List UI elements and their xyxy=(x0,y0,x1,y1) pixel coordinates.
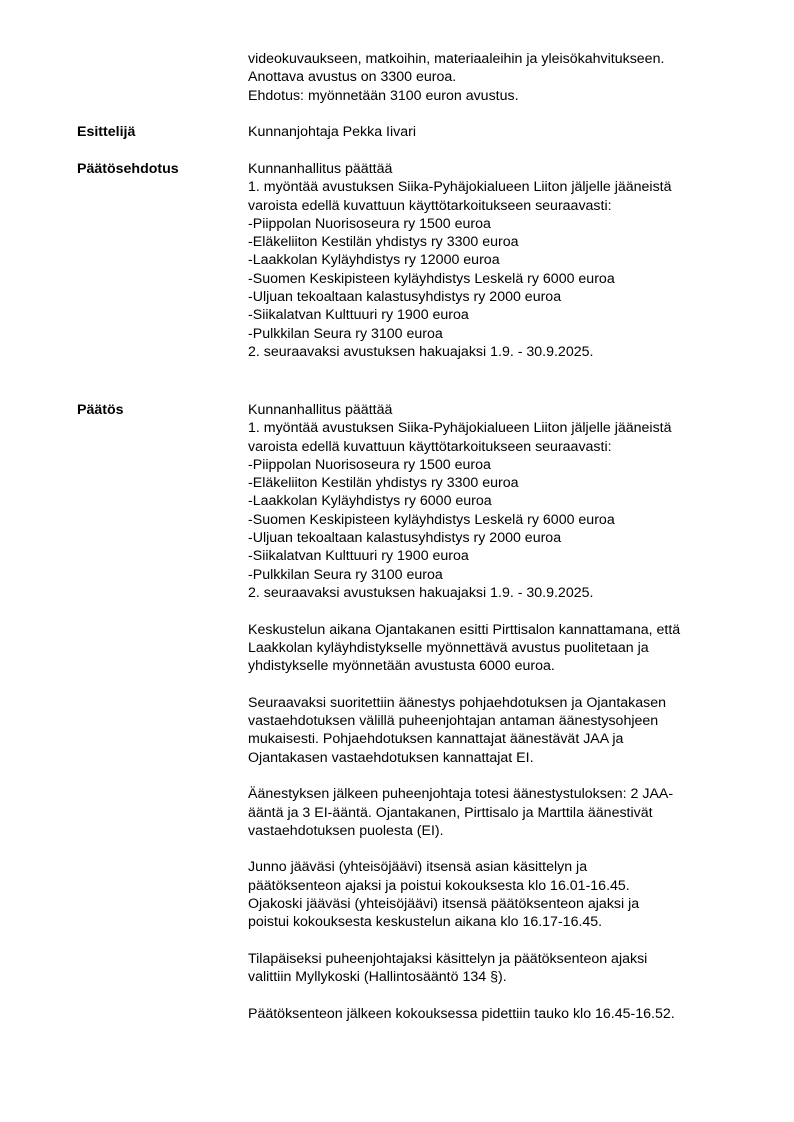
paatos-line: -Laakkolan Kyläyhdistys ry 6000 euroa xyxy=(248,493,492,510)
paatos-line: päätöksenteon ajaksi ja poistui kokouksesta klo 16.01-16.45. xyxy=(248,877,630,894)
paatos-line: 2. seuraavaksi avustuksen hakuajaksi 1.9. - 30.9.2025. xyxy=(248,584,594,601)
paatos-section xyxy=(77,401,757,1041)
paatos-line: Tilapäiseksi puheenjohtajaksi käsittelyn ja päätöksenteon ajaksi xyxy=(248,950,648,967)
paatosehdotus-body xyxy=(248,160,753,361)
paatos-line: vastaehdotuksen välillä puheenjohtajan antaman äänestysohjeen xyxy=(248,713,659,730)
paatos-line: Seuraavaksi suoritettiin äänestys pohjaehdotuksen ja Ojantakasen xyxy=(248,694,667,711)
paatos-line: -Siikalatvan Kulttuuri ry 1900 euroa xyxy=(248,548,469,565)
paatos-paragraph-vote xyxy=(248,694,753,767)
paatos-line: ääntä ja 3 EI-ääntä. Ojantakanen, Pirttisalo ja Marttila äänestivät xyxy=(248,804,653,821)
paatos-line: varoista edellä kuvattuun käyttötarkoitukseen seuraavasti: xyxy=(248,438,612,455)
esittelija-text: Kunnanjohtaja Pekka Iivari xyxy=(248,124,416,140)
paatos-paragraph-discussion xyxy=(248,621,753,676)
paatos-line: valittiin Myllykoski (Hallintosääntö 134 §). xyxy=(248,969,507,986)
paatos-line: -Pulkkilan Seura ry 3100 euroa xyxy=(248,566,443,583)
paragraph-spacer xyxy=(248,767,753,785)
paragraph-spacer xyxy=(248,602,753,620)
lead-paragraph xyxy=(248,50,748,105)
paatos-line: -Piippolan Nuorisoseura ry 1500 euroa xyxy=(248,456,491,473)
paragraph-spacer xyxy=(248,987,753,1005)
paatos-line: Kunnanhallitus päättää xyxy=(248,402,393,418)
paatosehdotus-line: -Piippolan Nuorisoseura ry 1500 euroa xyxy=(248,215,491,232)
paatos-line: Keskustelun aikana Ojantakanen esitti Pirttisalon kannattamana, että xyxy=(248,621,681,638)
paatosehdotus-line: 1. myöntää avustuksen Siika-Pyhäjokialueen Liiton jäljelle jääneistä xyxy=(248,179,672,196)
paatos-line: poistui kokouksesta keskustelun aikana klo 16.17-16.45. xyxy=(248,914,603,931)
paragraph-spacer xyxy=(248,675,753,693)
paatos-paragraph-result xyxy=(248,785,753,840)
paatos-paragraph-chair xyxy=(248,950,753,987)
paatosehdotus-line: -Siikalatvan Kulttuuri ry 1900 euroa xyxy=(248,307,469,324)
paatos-line: yhdistykselle myönnetään avustusta 6000 euroa. xyxy=(248,658,555,675)
paatosehdotus-section xyxy=(77,160,757,370)
paatos-line: Junno jääväsi (yhteisöjäävi) itsensä asian käsittelyn ja xyxy=(248,859,588,876)
paatos-label: Päätös xyxy=(77,402,124,418)
paatos-line: -Uljuan tekoaltaan kalastusyhdistys ry 2000 euroa xyxy=(248,530,562,547)
paatos-line: Laakkolan kyläyhdistykselle myönnettävä avustus puolitetaan ja xyxy=(248,639,649,656)
paatos-paragraph-break xyxy=(248,1005,753,1023)
paatos-line: 1. myöntää avustuksen Siika-Pyhäjokialueen Liiton jäljelle jääneistä xyxy=(248,420,672,437)
paatosehdotus-line: Kunnanhallitus päättää xyxy=(248,161,393,177)
paatos-paragraph-disqualification xyxy=(248,858,753,931)
paatos-line: Ojakoski jääväsi (yhteisöjäävi) itsensä päätöksenteon ajaksi ja xyxy=(248,896,640,913)
paragraph-spacer xyxy=(248,932,753,950)
paatos-decision xyxy=(248,401,753,602)
paatos-line: vastaehdotuksen puolesta (EI). xyxy=(248,822,444,839)
paatos-line: mukaisesti. Pohjaehdotuksen kannattajat äänestävät JAA ja xyxy=(248,731,624,748)
lead-line: videokuvaukseen, matkoihin, materiaaleihin ja yleisökahvitukseen. xyxy=(248,51,665,67)
lead-line: Anottava avustus on 3300 euroa. xyxy=(248,69,457,86)
paatos-body xyxy=(248,401,753,1023)
esittelija-label: Esittelijä xyxy=(77,124,136,140)
paatosehdotus-line: -Pulkkilan Seura ry 3100 euroa xyxy=(248,325,443,342)
paatos-line: Äänestyksen jälkeen puheenjohtaja totesi äänestystuloksen: 2 JAA- xyxy=(248,786,674,803)
paatosehdotus-line: 2. seuraavaksi avustuksen hakuajaksi 1.9. - 30.9.2025. xyxy=(248,343,594,360)
paatosehdotus-line: -Laakkolan Kyläyhdistys ry 12000 euroa xyxy=(248,252,500,269)
paatos-line: -Suomen Keskipisteen kyläyhdistys Leskelä ry 6000 euroa xyxy=(248,511,615,528)
paatosehdotus-line: -Eläkeliiton Kestilän yhdistys ry 3300 euroa xyxy=(248,234,519,251)
esittelija-section xyxy=(77,123,757,143)
paatosehdotus-line: varoista edellä kuvattuun käyttötarkoitukseen seuraavasti: xyxy=(248,197,612,214)
paatos-line: Ojantakasen vastaehdotuksen kannattajat EI. xyxy=(248,749,534,766)
paatosehdotus-line: -Uljuan tekoaltaan kalastusyhdistys ry 2000 euroa xyxy=(248,289,562,306)
paatos-line: -Eläkeliiton Kestilän yhdistys ry 3300 euroa xyxy=(248,475,519,492)
lead-line: Ehdotus: myönnetään 3100 euron avustus. xyxy=(248,87,519,104)
paatos-line: Päätöksenteon jälkeen kokouksessa pidettiin tauko klo 16.45-16.52. xyxy=(248,1005,675,1022)
paragraph-spacer xyxy=(248,840,753,858)
paatosehdotus-label: Päätösehdotus xyxy=(77,161,179,177)
paatosehdotus-line: -Suomen Keskipisteen kyläyhdistys Leskelä ry 6000 euroa xyxy=(248,270,615,287)
